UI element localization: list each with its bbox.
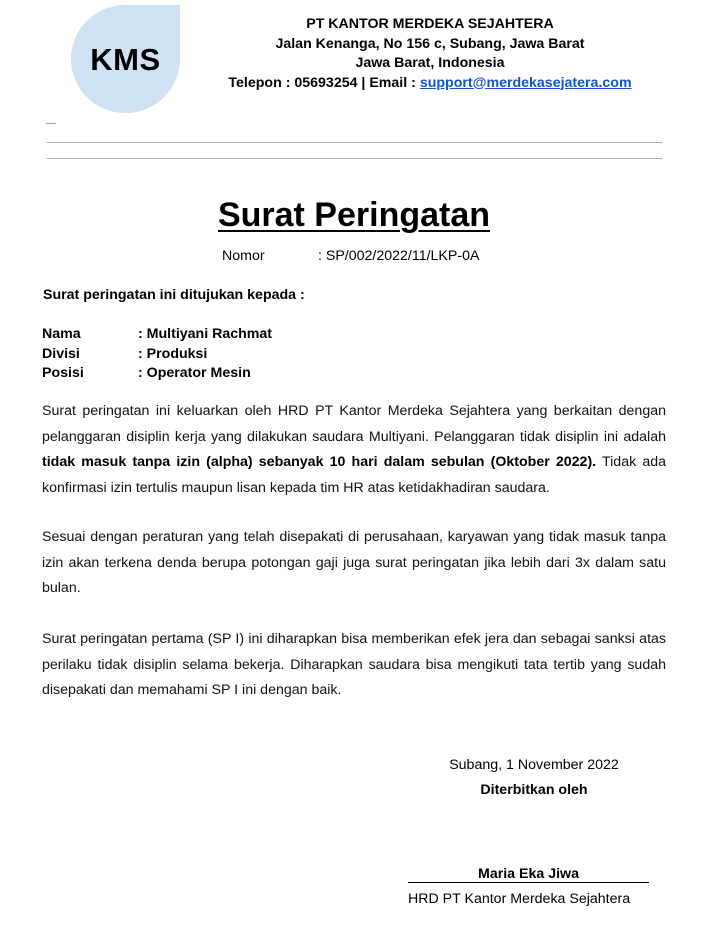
- address-line-2: Jawa Barat, Indonesia: [355, 55, 505, 71]
- issued-by-label: Diterbitkan oleh: [480, 782, 588, 798]
- paragraph-sanction: Surat peringatan pertama (SP I) ini diharapkan bisa memberikan efek jera dan sebagai sanksi atas perilaku tidak disiplin selama bekerja. Diharapkan saudara bisa mengikuti tata tertib yang sudah disepakati dan memahami SP I ini dengan baik.: [42, 631, 666, 698]
- small-mark: —: [46, 118, 56, 129]
- recipient-position-label: Posisi: [42, 365, 84, 381]
- company-logo: [71, 5, 180, 113]
- paragraph-regulation: Sesuai dengan peraturan yang telah disepakati di perusahaan, karyawan yang tidak masuk tanpa izin akan terkena denda berupa potongan gaji juga surat peringatan jika lebih dari 3x dalam satu bulan.: [42, 529, 666, 596]
- number-value: : SP/002/2022/11/LKP-0A: [318, 248, 480, 264]
- violation-detail: tidak masuk tanpa izin (alpha) sebanyak 10 hari dalam sebulan (Oktober 2022).: [42, 454, 597, 470]
- recipient-division-value: : Produksi: [138, 346, 208, 362]
- letterhead: [200, 15, 660, 93]
- logo-text: KMS: [90, 42, 161, 77]
- contact-line: [200, 74, 660, 94]
- header-divider-bottom: [47, 158, 662, 159]
- address-line-1: Jalan Kenanga, No 156 c, Subang, Jawa Barat: [275, 35, 585, 52]
- paragraph-violation-start: Surat peringatan ini keluarkan oleh HRD PT Kantor Merdeka Sejahtera yang berkaitan dengan pelanggaran disiplin kerja yang dilakukan saudara Multiyani. Pelanggaran tidak disiplin ini adalah: [42, 403, 666, 445]
- addressed-to: Surat peringatan ini ditujukan kepada :: [43, 287, 305, 303]
- recipient-name-value: : Multiyani Rachmat: [138, 326, 273, 342]
- company-name: PT KANTOR MERDEKA SEJAHTERA: [306, 16, 554, 32]
- signer-name: Maria Eka Jiwa: [408, 866, 649, 883]
- recipient-division-label: Divisi: [42, 346, 80, 362]
- number-label: Nomor: [222, 248, 265, 264]
- email-link[interactable]: support@merdekasejatera.com: [419, 74, 632, 91]
- recipient-name-label: Nama: [42, 326, 81, 342]
- place-date: Subang, 1 November 2022: [449, 757, 619, 773]
- signer-role: HRD PT Kantor Merdeka Sejahtera: [408, 891, 631, 907]
- phone-text: Telepon : 05693254 | Email :: [228, 74, 420, 91]
- paragraph-violation: [42, 399, 666, 501]
- letter-title: Surat Peringatan: [217, 196, 491, 234]
- header-divider-top: [47, 142, 662, 143]
- paragraph-violation-end: Tidak ada konfirmasi izin tertulis maupun lisan kepada tim HR atas ketidakhadiran saudara.: [42, 454, 667, 496]
- recipient-position-value: : Operator Mesin: [138, 365, 251, 381]
